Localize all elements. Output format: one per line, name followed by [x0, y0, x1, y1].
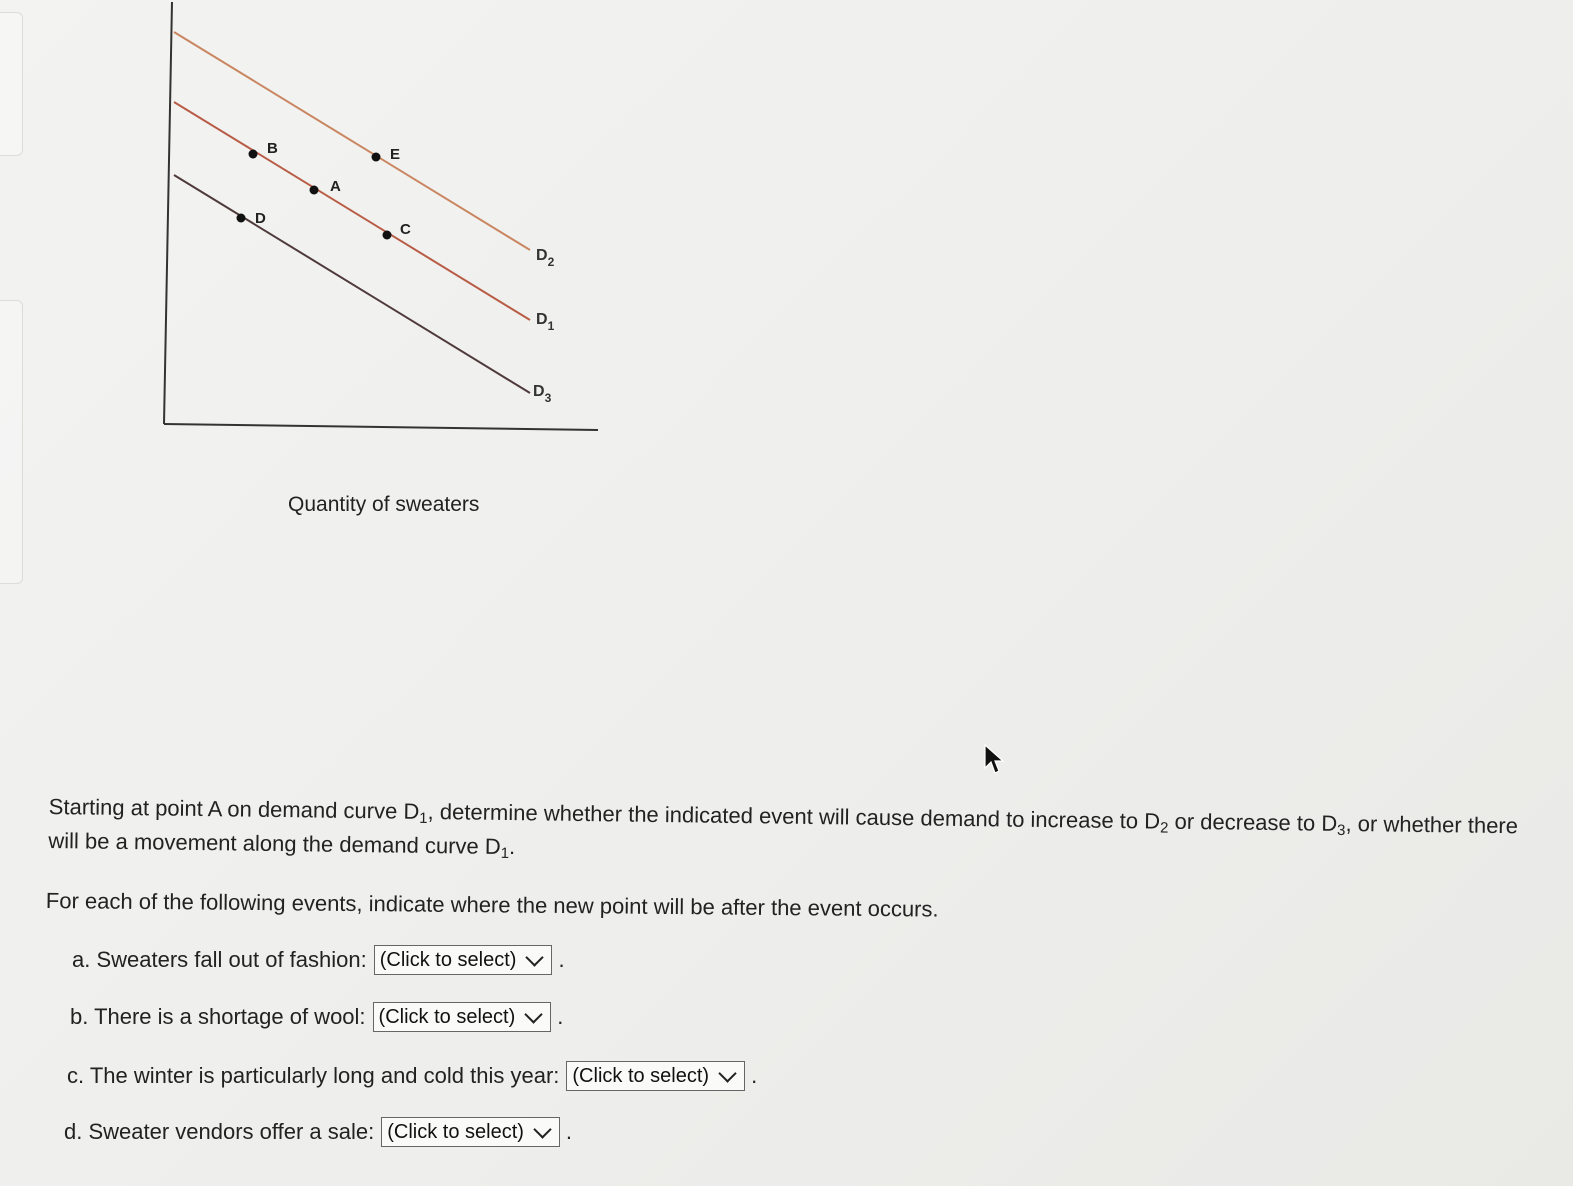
point-label-d: D — [255, 210, 266, 227]
question-part-4: , or whether there will be a movement along the demand curve D — [48, 810, 1519, 859]
y-axis — [164, 2, 172, 424]
point-e — [372, 153, 381, 162]
question-sub-4: 1 — [500, 844, 510, 863]
point-label-e: E — [390, 146, 401, 163]
point-a — [310, 186, 319, 195]
event-item-a — [72, 945, 565, 975]
x-axis-label: Quantity of sweaters — [288, 493, 480, 516]
question-part-3: or decrease to D — [1168, 808, 1338, 836]
event-select-d[interactable] — [381, 1117, 560, 1147]
demand-curve-d2 — [174, 32, 530, 250]
question-part-5: . — [508, 834, 516, 860]
select-text-d: (Click to select) — [387, 1120, 524, 1143]
curve-label-d1: $D_1$ — [536, 311, 555, 333]
event-select-a[interactable] — [374, 945, 553, 975]
question-part-2: , determine whether the indicated event will cause demand to increase to D — [427, 798, 1161, 834]
curve-label-d2: $D_2$ — [536, 247, 555, 269]
event-select-b[interactable] — [373, 1002, 552, 1032]
event-label-a: a. Sweaters fall out of fashion: — [72, 947, 367, 972]
chevron-down-icon — [526, 948, 544, 966]
select-text-c: (Click to select) — [572, 1064, 710, 1087]
punctuation-period: . — [751, 1063, 758, 1088]
event-item-d — [64, 1117, 572, 1147]
chevron-down-icon — [525, 1005, 543, 1023]
x-axis — [164, 424, 598, 430]
question-sub-1: 1 — [419, 809, 428, 827]
punctuation-period: . — [558, 947, 565, 972]
event-label-c: c. The winter is particularly long and cold this year: — [67, 1063, 560, 1088]
point-c — [383, 231, 392, 240]
question-sub-3: 3 — [1337, 821, 1346, 839]
point-d — [237, 214, 246, 223]
punctuation-period: . — [557, 1004, 564, 1029]
curve-label-d3: $D_3$ — [533, 383, 552, 405]
chevron-down-icon — [718, 1064, 736, 1082]
mouse-cursor-icon — [982, 743, 1006, 777]
point-b — [249, 150, 258, 159]
point-label-a: A — [330, 178, 341, 195]
demand-curve-d1 — [174, 102, 530, 320]
point-label-c: C — [400, 221, 411, 238]
demand-graph — [0, 0, 620, 470]
punctuation-period: . — [565, 1119, 573, 1144]
event-select-c[interactable] — [566, 1061, 745, 1091]
event-label-b: b. There is a shortage of wool: — [70, 1004, 366, 1029]
question-text — [48, 790, 1519, 877]
event-item-c — [67, 1061, 757, 1091]
point-label-b: B — [267, 140, 278, 157]
select-text-b: (Click to select) — [378, 1005, 516, 1028]
question-part-1: Starting at point A on demand curve D — [48, 793, 420, 824]
event-label-d: d. Sweater vendors offer a sale: — [64, 1119, 375, 1144]
demand-curve-d3 — [174, 175, 530, 393]
chevron-down-icon — [533, 1120, 551, 1138]
event-item-b — [70, 1002, 563, 1032]
instructions: For each of the following events, indicate where the new point will be after the event occurs. — [45, 888, 939, 922]
select-text-a: (Click to select) — [379, 948, 517, 971]
question-sub-2: 2 — [1159, 819, 1169, 837]
